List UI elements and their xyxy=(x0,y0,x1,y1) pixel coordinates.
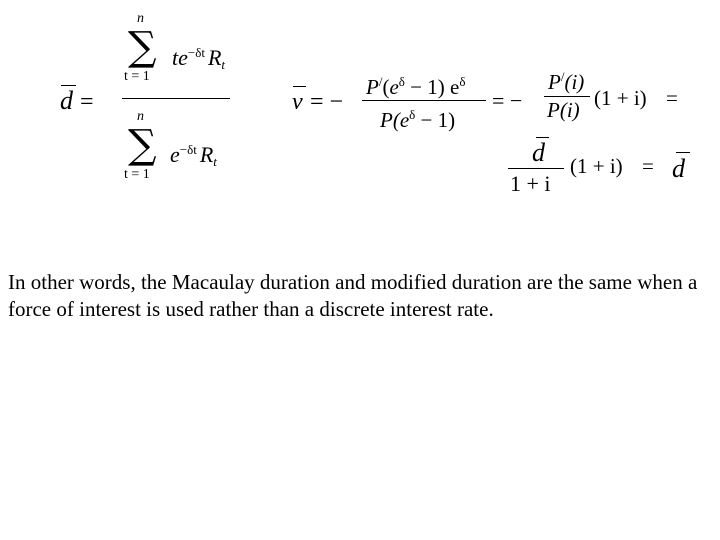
fraction1-denominator: $P(e^\delta - 1)$ xyxy=(380,107,456,132)
d-bar-overline xyxy=(61,85,76,86)
equals-minus-1: = − xyxy=(310,89,344,115)
factor-one-plus-i-1: (1 + i) xyxy=(594,86,647,110)
equals-4: = xyxy=(642,154,654,178)
fraction3-numerator: d xyxy=(532,138,545,167)
equals-minus-2: = − xyxy=(492,88,523,113)
equals-sign: = xyxy=(80,89,94,115)
fraction2-denominator: P(i) xyxy=(547,98,580,122)
fraction1-bar xyxy=(362,100,486,101)
equals-3: = xyxy=(666,86,678,110)
num-sum-lower: t = 1 xyxy=(124,69,150,84)
fraction1-numerator: $P^/(e^\delta - 1)$ $e^\delta$ xyxy=(366,74,466,99)
explanation-paragraph: In other words, the Macaulay duration and modified duration are the same when a force of interest is used rather than a discrete interest rate. xyxy=(8,270,698,321)
denominator-term: $e^{-\delta t}$ $R_t$ xyxy=(170,142,217,169)
v-bar-lhs: v xyxy=(292,89,303,115)
fraction3-bar xyxy=(508,168,564,169)
fraction2-bar xyxy=(544,96,590,97)
den-sum-symbol: ∑ xyxy=(128,122,157,168)
result-d: d xyxy=(672,154,685,183)
den-sum-upper: n xyxy=(137,109,144,124)
result-d-overline xyxy=(676,152,690,153)
left-fraction-bar xyxy=(122,98,230,99)
factor-one-plus-i-2: (1 + i) xyxy=(570,154,623,178)
v-bar-overline xyxy=(293,86,306,87)
num-sum-symbol: ∑ xyxy=(128,24,157,70)
numerator-term: $te^{-\delta t}$ $R_t$ xyxy=(172,45,226,72)
d-bar-lhs: d xyxy=(60,86,73,115)
fraction2-numerator: P/(i) xyxy=(548,69,585,94)
num-sum-upper: n xyxy=(137,11,144,26)
den-sum-lower: t = 1 xyxy=(124,167,150,182)
fraction3-denominator: 1 + i xyxy=(510,171,551,196)
